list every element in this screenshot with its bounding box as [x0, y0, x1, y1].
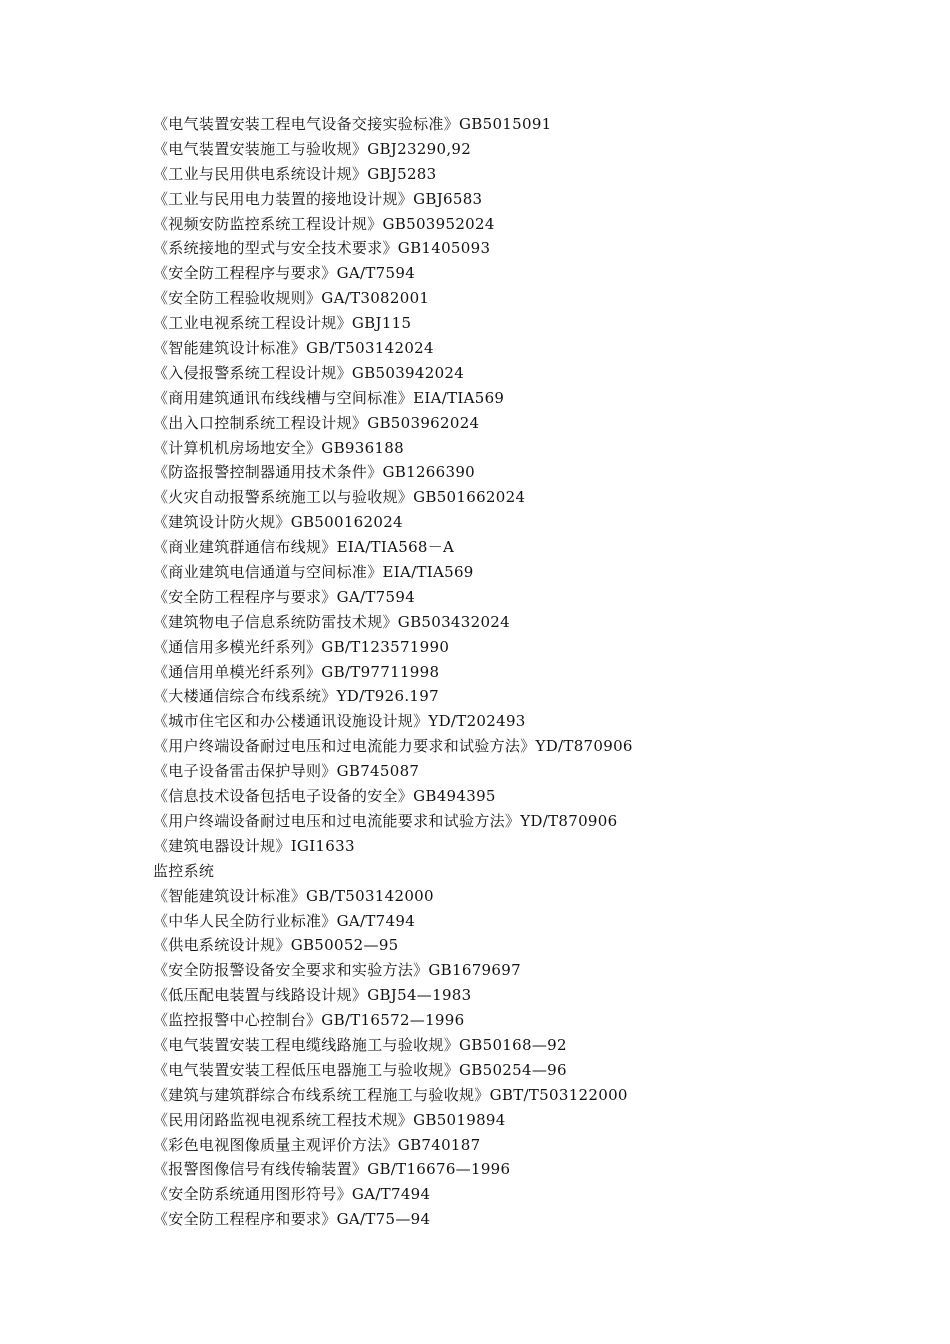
list-item: 《智能建筑设计标准》GB/T503142000 — [153, 886, 434, 905]
list-item: 《建筑与建筑群综合布线系统工程施工与验收规》GBT/T503122000 — [153, 1085, 628, 1104]
list-item: 《建筑物电子信息系统防雷技术规》GB503432024 — [153, 612, 510, 631]
list-item: 《防盗报警控制器通用技术条件》GB1266390 — [153, 463, 476, 482]
list-item: 《电气装置安装施工与验收规》GBJ23290,92 — [153, 139, 472, 158]
list-item: 《安全防工程程序和要求》GA/T75—94 — [153, 1210, 431, 1229]
list-item: 《工业电视系统工程设计规》GBJ115 — [153, 314, 412, 333]
list-item: 《视频安防监控系统工程设计规》GB503952024 — [153, 214, 495, 233]
list-item: 《系统接地的型式与安全技术要求》GB1405093 — [153, 239, 491, 258]
list-item: 《电气装置安装工程电气设备交接实验标准》GB5015091 — [153, 115, 552, 133]
list-item: 《民用闭路监视电视系统工程技术规》GB5019894 — [153, 1110, 506, 1129]
list-item: 《工业与民用电力装置的接地设计规》GBJ6583 — [153, 189, 483, 208]
list-item: 《智能建筑设计标准》GB/T503142024 — [153, 339, 434, 358]
standards-list-1 — [153, 112, 913, 859]
list-item: 《监控报警中心控制台》GB/T16572—1996 — [153, 1011, 465, 1030]
list-item: 《电气装置安装工程低压电器施工与验收规》GB50254—96 — [153, 1060, 567, 1079]
document-body — [153, 112, 913, 1232]
list-item: 《工业与民用供电系统设计规》GBJ5283 — [153, 164, 437, 183]
list-item: 《安全防工程程序与要求》GA/T7594 — [153, 587, 416, 606]
list-item: 《彩色电视图像质量主观评价方法》GB740187 — [153, 1135, 481, 1154]
section-heading: 监控系统 — [153, 861, 215, 880]
list-item: 《信息技术设备包括电子设备的安全》GB494395 — [153, 787, 496, 806]
list-item: 《商业建筑群通信布线规》EIA/TIA568－A — [153, 538, 455, 557]
list-item: 《通信用多模光纤系列》GB/T123571990 — [153, 637, 450, 656]
list-item: 《安全防报警设备安全要求和实验方法》GB1679697 — [153, 961, 521, 980]
list-item: 《商业建筑电信通道与空间标准》EIA/TIA569 — [153, 563, 474, 582]
list-item: 《电气装置安装工程电缆线路施工与验收规》GB50168—92 — [153, 1035, 567, 1054]
list-item: 《火灾自动报警系统施工以与验收规》GB501662024 — [153, 488, 526, 507]
list-item: 《安全防工程程序与要求》GA/T7594 — [153, 264, 416, 283]
list-item: 《用户终端设备耐过电压和过电流能要求和试验方法》YD/T870906 — [153, 811, 618, 830]
list-item: 《计算机机房场地安全》GB936188 — [153, 438, 404, 457]
list-item: 《大楼通信综合布线系统》YD/T926.197 — [153, 687, 439, 706]
standards-list-2 — [153, 884, 913, 1232]
list-item: 《入侵报警系统工程设计规》GB503942024 — [153, 363, 465, 382]
list-item: 《通信用单模光纤系列》GB/T97711998 — [153, 662, 440, 681]
list-item: 《低压配电装置与线路设计规》GBJ54—1983 — [153, 986, 472, 1005]
list-item: 《供电系统设计规》GB50052—95 — [153, 936, 399, 955]
list-item: 《建筑电器设计规》IGI1633 — [153, 836, 355, 855]
list-item: 《商用建筑通讯布线线槽与空间标准》EIA/TIA569 — [153, 388, 505, 407]
list-item: 《安全防工程验收规则》GA/T3082001 — [153, 289, 430, 308]
list-item: 《安全防系统通用图形符号》GA/T7494 — [153, 1185, 431, 1204]
list-item: 《建筑设计防火规》GB500162024 — [153, 513, 403, 532]
list-item: 《出入口控制系统工程设计规》GB503962024 — [153, 413, 480, 432]
list-item: 《中华人民全防行业标准》GA/T7494 — [153, 911, 416, 930]
list-item: 《城市住宅区和办公楼通讯设施设计规》YD/T202493 — [153, 712, 526, 731]
list-item: 《电子设备雷击保护导则》GB745087 — [153, 762, 420, 781]
list-item: 《报警图像信号有线传输装置》GB/T16676—1996 — [153, 1160, 511, 1179]
list-item: 《用户终端设备耐过电压和过电流能力要求和试验方法》YD/T870906 — [153, 737, 633, 756]
